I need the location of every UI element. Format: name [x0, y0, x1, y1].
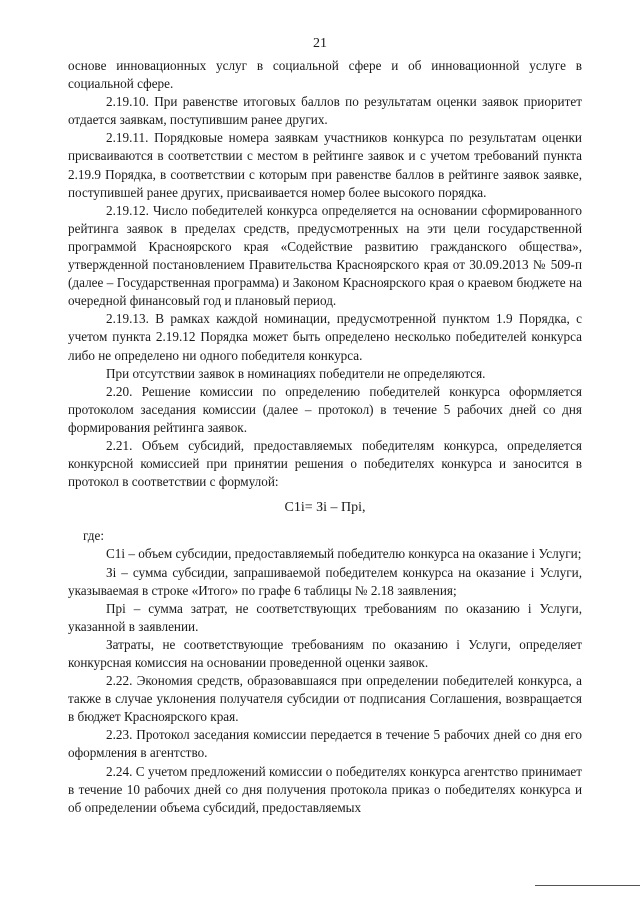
subsidy-formula: C1i= Зi – Пpi,	[284, 500, 366, 516]
paragraph-2-19-11: 2.19.11. Порядковые номера заявкам участников конкурса по результатам оценки присваиваются в соответствии с местом в рейтинге заявок и с учетом требований пункта 2.19.9 Порядка, в соответствии с которым при равенстве баллов в рейтинге заявок заявке, поступившей ранее других, присваивается номер более высокого порядка.	[68, 130, 582, 200]
definition-pri: Пpi – сумма затрат, не соответствующих требованиям по оказанию i Услуги, указанной в заявлении.	[68, 600, 582, 634]
paragraph-2-19-13: 2.19.13. В рамках каждой номинации, предусмотренной пунктом 1.9 Порядка, с учетом пункта 2.19.12 Порядка может быть определено несколько победителей конкурса либо не определено ни одного победителя конкурса.	[68, 311, 582, 363]
page-number: 21	[313, 36, 327, 51]
paragraph-2-20: 2.20. Решение комиссии по определению победителей конкурса оформляется протоколом заседания комиссии (далее – протокол) в течение 5 рабочих дней со дня формирования рейтинга заявок.	[68, 383, 582, 435]
paragraph-continuation: основе инновационных услуг в социальной сфере и об инновационной услуге в социальной сфере.	[68, 58, 582, 92]
paragraph-costs: Затраты, не соответствующие требованиям по оказанию i Услуги, определяет конкурсная комиссия на основании проведенной оценки заявок.	[68, 636, 582, 670]
paragraph-2-21: 2.21. Объем субсидий, предоставляемых победителям конкурса, определяется конкурсной комиссией при принятии решения о победителях конкурса и заносится в протокол в соответствии с формулой:	[68, 437, 582, 490]
document-body	[68, 57, 582, 817]
paragraph-no-applications: При отсутствии заявок в номинациях победители не определяются.	[106, 365, 486, 381]
paragraph-2-24: 2.24. С учетом предложений комиссии о победителях конкурса агентство принимает в течение 10 рабочих дней со дня получения протокола приказ о победителях конкурса и об определении объема субсидий, предоставляемых	[68, 763, 582, 815]
paragraph-2-22: 2.22. Экономия средств, образовавшаяся при определении победителей конкурса, а также в случае уклонения получателя субсидии от подписания Соглашения, возвращается в бюджет Красноярского края.	[68, 673, 582, 725]
where-label: где:	[83, 528, 104, 544]
paragraph-2-23: 2.23. Протокол заседания комиссии передается в течение 5 рабочих дней со дня его оформления в агентство.	[68, 727, 582, 761]
definition-c1i: C1i – объем субсидии, предоставляемый победителю конкурса на оказание i Услуги;	[106, 546, 582, 562]
definition-zi: Зi – сумма субсидии, запрашиваемой победителем конкурса на оказание i Услуги, указываемая в строке «Итого» по графе 6 таблицы № 2.18 заявления;	[68, 564, 582, 598]
paragraph-2-19-10: 2.19.10. При равенстве итоговых баллов по результатам оценки заявок приоритет отдается заявкам, поступившим ранее других.	[68, 94, 582, 128]
scan-edge-line	[535, 885, 640, 886]
paragraph-2-19-12: 2.19.12. Число победителей конкурса определяется на основании сформированного рейтинга заявок в пределах средств, предусмотренных на эти цели государственной программой Красноярского края «Содействие развитию гражданского общества», утвержденной постановлением Правительства Красноярского края от 30.09.2013 № 509-п (далее – Государственная программа) и Законом Красноярского края о краевом бюджете на очередной финансовый год и плановый период.	[68, 202, 582, 309]
